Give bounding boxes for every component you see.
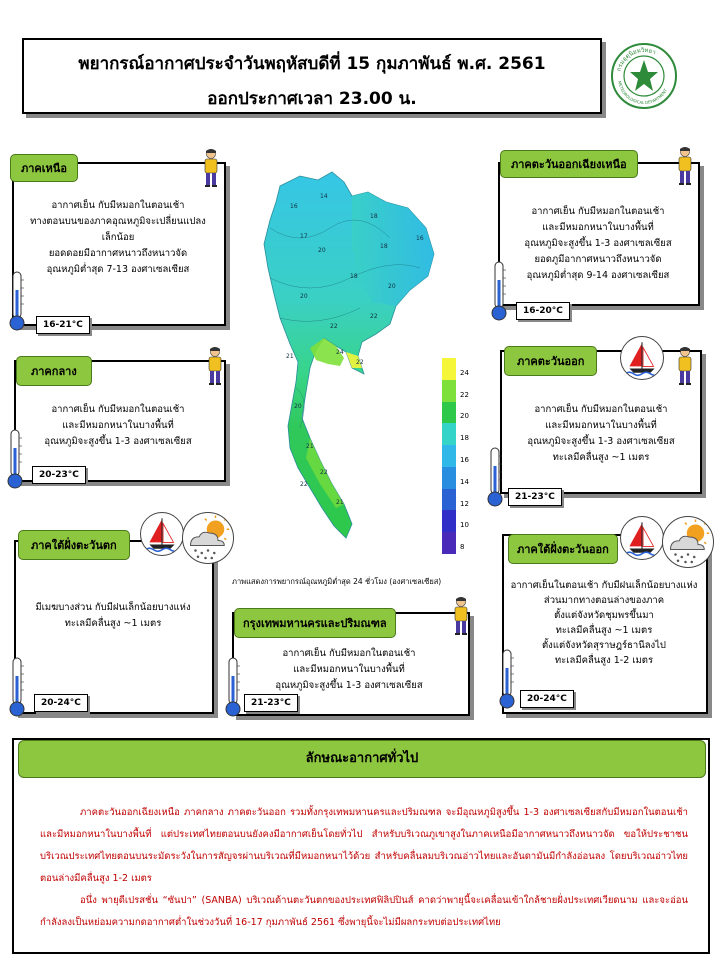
contour-label: 16 bbox=[416, 235, 424, 242]
legend-tick-label: 12 bbox=[460, 499, 469, 508]
legend-tick-label: 8 bbox=[460, 543, 465, 552]
boat-icon bbox=[140, 512, 184, 556]
legend-tick-label: 14 bbox=[460, 477, 469, 486]
tab-east: ภาคตะวันออก bbox=[504, 346, 597, 376]
east-temp-badge: 21-23°C bbox=[508, 488, 562, 506]
tab-south-west: ภาคใต้ฝั่งตะวันตก bbox=[18, 530, 130, 560]
central-temp-badge: 20-23°C bbox=[32, 466, 86, 484]
forecast-title: พยากรณ์อากาศประจำวันพฤหัสบดีที่ 15 กุมภาพันธ์ พ.ศ. 2561 bbox=[78, 54, 546, 74]
legend-swatch bbox=[442, 510, 456, 532]
contour-label: 20 bbox=[294, 403, 302, 410]
map-caption: ภาพแสดงการพยากรณ์อุณหภูมิต่ำสุด 24 ชั่วโมง (องศาเซลเซียส) bbox=[232, 577, 442, 586]
central-forecast-text: อากาศเย็น กับมีหมอกในตอนเช้า และมีหมอกหนาในบางพื้นที่ อุณหภูมิจะสูงขึ้น 1-3 องศาเซลเซียส bbox=[44, 404, 192, 447]
person-icon bbox=[670, 146, 700, 186]
contour-label: 18 bbox=[350, 273, 358, 280]
bangkok-forecast-text: อากาศเย็น กับมีหมอกในตอนเช้า และมีหมอกหนาในบางพื้นที่ อุณหภูมิจะสูงขึ้น 1-3 องศาเซลเซียส bbox=[275, 648, 423, 691]
legend-swatch bbox=[442, 532, 456, 554]
thermometer-icon bbox=[488, 260, 510, 322]
legend-swatch bbox=[442, 489, 456, 511]
contour-label: 17 bbox=[300, 233, 308, 240]
person-icon bbox=[446, 596, 476, 636]
legend-tick-label: 22 bbox=[460, 390, 469, 399]
contour-label: 22 bbox=[356, 359, 364, 366]
contour-label: 22 bbox=[320, 469, 328, 476]
general-weather-para: ภาคตะวันออกเฉียงเหนือ ภาคกลาง ภาคตะวันออก รวมทั้งกรุงเทพมหานครและปริมณฑล จะมีอุณหภูมิสูงขึ้น 1-3 องศาเซลเซียสกับมีหมอกในตอนเช้าและมีหมอกหนาในบางพื้นที่ แต่ประเทศไทยตอนบนยังคงมีอากาศเย็นโดยทั่วไป สำหรับบริเวณภูเขาสูงในภาคเหนือมีอากาศหนาวถึงหนาวจัด ขอให้ประชาชนบริเวณประเทศไทยตอนบนระมัดระวังในการสัญจรผ่านบริเวณที่มีหมอกหนาไว้ด้วย สำหรับคลื่นลมบริเวณอ่าวไทยและอันดามันมีกำลังอ่อนลง โดยบริเวณอ่าวไทยตอนล่างมีคลื่นสูง 1-2 เมตร bbox=[40, 807, 688, 884]
contour-label: 22 bbox=[330, 323, 338, 330]
contour-label: 21 bbox=[306, 443, 314, 450]
legend-tick-label: 24 bbox=[460, 368, 469, 377]
issue-time: ออกประกาศเวลา 23.00 น. bbox=[207, 89, 417, 109]
person-icon bbox=[200, 346, 230, 386]
logo-top-text: กรมอุตุนิยมวิทยา bbox=[615, 46, 657, 73]
forecast-title-box bbox=[22, 38, 602, 114]
person-icon bbox=[670, 346, 700, 386]
legend-swatch bbox=[442, 358, 456, 380]
general-weather-body bbox=[40, 802, 688, 934]
north-forecast-text: อากาศเย็น กับมีหมอกในตอนเช้า ทางตอนบนของภาคอุณหภูมิจะเปลี่ยนแปลง เล็กน้อย ยอดดอยมีอากาศหนาวถึงหนาวจัด อุณหภูมิต่ำสุด 7-13 องศาเซลเซียส bbox=[30, 200, 206, 275]
legend-swatch bbox=[442, 402, 456, 424]
thermometer-icon bbox=[496, 648, 518, 710]
contour-label: 18 bbox=[380, 243, 388, 250]
tab-bangkok: กรุงเทพมหานครและปริมณฑล bbox=[234, 608, 396, 638]
tab-northeast: ภาคตะวันออกเฉียงเหนือ bbox=[500, 150, 638, 178]
contour-label: 16 bbox=[290, 203, 298, 210]
contour-label: 20 bbox=[318, 247, 326, 254]
legend-tick-label: 10 bbox=[460, 521, 469, 530]
general-weather-para: อนึ่ง พายุดีเปรสชั่น “ซันปา” (SANBA) บริเวณด้านตะวันตกของประเทศฟิลิปปินส์ คาดว่าพายุนี้จะเคลื่อนเข้าใกล้ชายฝั่งประเทศเวียดนาม และจะอ่อนกำลังลงเป็นหย่อมความกดอากาศต่ำในช่วงวันที่ 16-17 กุมภาพันธ์ 2561 ซึ่งพายุนี้จะไม่มีผลกระทบต่อประเทศไทย bbox=[40, 895, 688, 928]
tab-central: ภาคกลาง bbox=[16, 356, 92, 386]
bangkok-temp-badge: 21-23°C bbox=[244, 694, 298, 712]
south-west-forecast-text: มีเมฆบางส่วน กับมีฝนเล็กน้อยบางแห่ง ทะเลมีคลื่นสูง ~1 เมตร bbox=[35, 602, 191, 629]
temperature-legend bbox=[440, 358, 490, 558]
thermometer-icon bbox=[4, 428, 26, 490]
contour-label: 24 bbox=[336, 349, 344, 356]
south-east-forecast-text: อากาศเย็นในตอนเช้า กับมีฝนเล็กน้อยบางแห่ง ส่วนมากทางตอนล่างของภาค ตั้งแต่จังหวัดชุมพรขึ้นมา ทะเลมีคลื่นสูง ~1 เมตร ตั้งแต่จังหวัดสุราษฎร์ธานีลงไป ทะเลมีคลื่นสูง 1-2 เมตร bbox=[510, 580, 698, 666]
contour-label: 21 bbox=[286, 353, 294, 360]
contour-label: 14 bbox=[320, 193, 328, 200]
thermometer-icon bbox=[222, 656, 244, 718]
thermometer-icon bbox=[6, 656, 28, 718]
north-temp-badge: 16-21°C bbox=[36, 316, 90, 334]
person-icon bbox=[196, 148, 226, 188]
northeast-forecast-text: อากาศเย็น กับมีหมอกในตอนเช้า และมีหมอกหนาในบางพื้นที่ อุณหภูมิจะสูงขึ้น 1-3 องศาเซลเซียส ยอดภูมีอากาศหนาวถึงหนาวจัด อุณหภูมิต่ำสุด 9-14 องศาเซลเซียส bbox=[524, 206, 672, 281]
thermometer-icon bbox=[6, 270, 28, 332]
legend-tick-label: 18 bbox=[460, 434, 469, 443]
tab-north: ภาคเหนือ bbox=[10, 154, 78, 182]
contour-label: 22 bbox=[370, 313, 378, 320]
boat-icon bbox=[620, 516, 664, 560]
general-weather-box bbox=[12, 738, 710, 954]
legend-tick-label: 16 bbox=[460, 456, 469, 464]
legend-swatch bbox=[442, 445, 456, 467]
rain-sun-icon bbox=[182, 512, 234, 564]
contour-label: 21 bbox=[336, 499, 344, 506]
east-forecast-text: อากาศเย็น กับมีหมอกในตอนเช้า และมีหมอกหนาในบางพื้นที่ อุณหภูมิจะสูงขึ้น 1-3 องศาเซลเซียส ทะเลมีคลื่นสูง ~1 เมตร bbox=[527, 404, 675, 463]
contour-label: 20 bbox=[388, 283, 396, 290]
thailand-temperature-map bbox=[240, 168, 440, 568]
contour-label: 18 bbox=[370, 213, 378, 220]
south-east-temp-badge: 20-24°C bbox=[520, 690, 574, 708]
contour-label: 20 bbox=[300, 293, 308, 300]
legend-tick-label: 20 bbox=[460, 412, 469, 421]
legend-swatch bbox=[442, 423, 456, 445]
northeast-temp-badge: 16-20°C bbox=[516, 302, 570, 320]
tab-south-east: ภาคใต้ฝั่งตะวันออก bbox=[508, 534, 618, 564]
legend-swatch bbox=[442, 467, 456, 489]
rain-sun-icon bbox=[662, 516, 714, 568]
legend-swatch bbox=[442, 380, 456, 402]
south-west-temp-badge: 20-24°C bbox=[34, 694, 88, 712]
contour-label: 22 bbox=[300, 481, 308, 488]
boat-icon bbox=[620, 336, 664, 380]
logo-bottom-text: METEOROLOGICAL DEPARTMENT bbox=[617, 80, 669, 106]
general-weather-title: ลักษณะอากาศทั่วไป bbox=[18, 740, 706, 778]
tmd-logo-icon bbox=[610, 42, 678, 110]
